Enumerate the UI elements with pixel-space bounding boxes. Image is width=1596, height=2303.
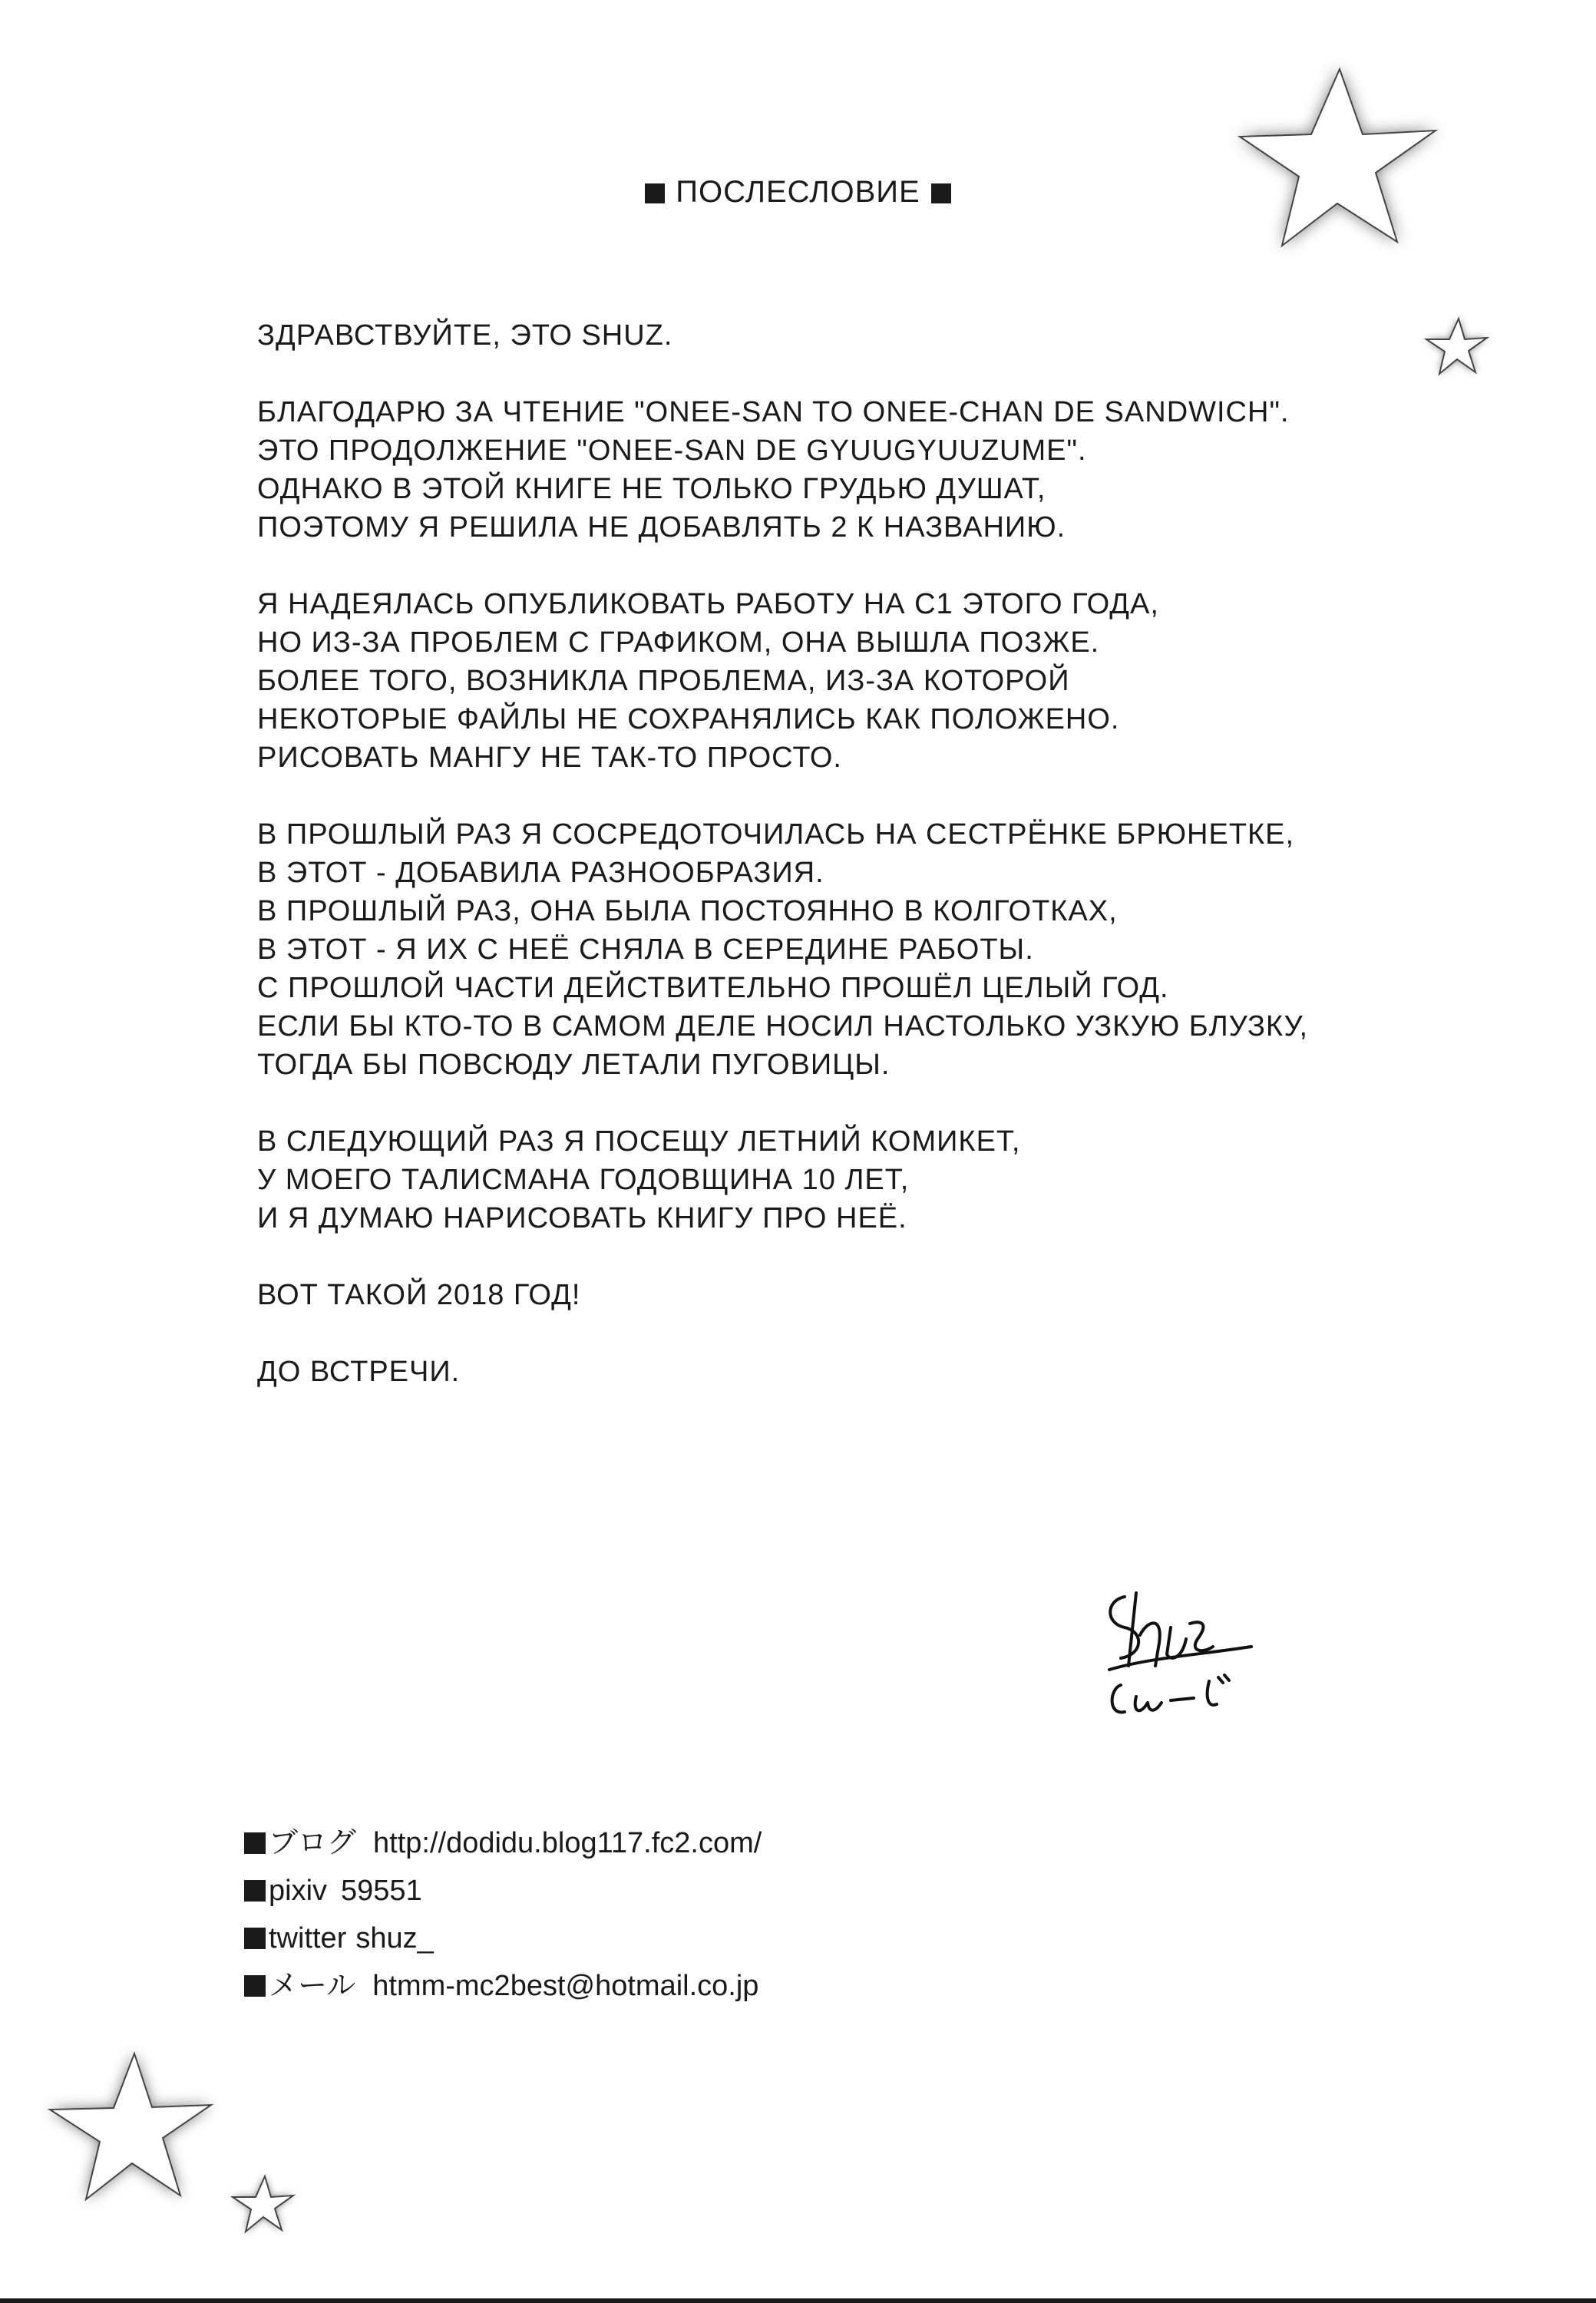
text-line: И Я ДУМАЮ НАРИСОВАТЬ КНИГУ ПРО НЕЁ. (257, 1202, 907, 1234)
paragraph-thanks (257, 393, 1501, 547)
text-line: Я НАДЕЯЛАСЬ ОПУБЛИКОВАТЬ РАБОТУ НА С1 ЭТОГО ГОДА, (257, 588, 1159, 620)
pixiv-id: 59551 (341, 1875, 422, 1907)
text-line: В ЭТОТ - Я ИХ С НЕЁ СНЯЛА В СЕРЕДИНЕ РАБОТЫ. (257, 933, 1034, 966)
paragraph-changes (257, 815, 1501, 1084)
contact-label: メール (269, 1970, 356, 2002)
contact-mail (244, 1962, 762, 2010)
square-bullet-icon (645, 183, 665, 203)
text-line: РИСОВАТЬ МАНГУ НЕ ТАК-ТО ПРОСТО. (257, 742, 842, 774)
text-line: НО ИЗ-ЗА ПРОБЛЕМ С ГРАФИКОМ, ОНА ВЫШЛА ПОЗЖЕ. (257, 626, 1100, 659)
afterword-body (257, 316, 1501, 1429)
square-bullet-icon (244, 1880, 266, 1902)
paragraph-next (257, 1122, 1501, 1237)
text-line: НЕКОТОРЫЕ ФАЙЛЫ НЕ СОХРАНЯЛИСЬ КАК ПОЛОЖЕНО. (257, 703, 1120, 735)
text-line: ОДНАКО В ЭТОЙ КНИГЕ НЕ ТОЛЬКО ГРУДЬЮ ДУШАТ, (257, 473, 1046, 505)
paragraph-schedule (257, 585, 1501, 777)
square-bullet-icon (931, 183, 951, 203)
text-line: БЛАГОДАРЮ ЗА ЧТЕНИЕ "ONEE-SAN TO ONEE-CHAN DE SANDWICH". (257, 396, 1290, 428)
title-text: ПОСЛЕСЛОВИЕ (676, 175, 920, 209)
blog-link[interactable]: http://dodidu.blog117.fc2.com/ (373, 1827, 762, 1859)
large-star-bottom-left-icon (15, 2034, 246, 2242)
contact-label: twitter (269, 1922, 347, 1954)
text-line: В ЭТОТ - ДОБАВИЛА РАЗНООБРАЗИЯ. (257, 857, 824, 889)
text-line: В ПРОШЛЫЙ РАЗ, ОНА БЫЛА ПОСТОЯННО В КОЛГОТКАХ, (257, 895, 1118, 927)
contact-twitter (244, 1915, 762, 1962)
square-bullet-icon (244, 1975, 266, 1997)
text-line: ВОТ ТАКОЙ 2018 ГОД! (257, 1279, 581, 1311)
page-bottom-edge (0, 2298, 1596, 2303)
contact-label: pixiv (269, 1875, 328, 1907)
text-line: В СЛЕДУЮЩИЙ РАЗ Я ПОСЕЩУ ЛЕТНИЙ КОМИКЕТ, (257, 1125, 1021, 1158)
small-star-bottom-left-icon (215, 2165, 307, 2249)
email-address: htmm-mc2best@hotmail.co.jp (372, 1970, 759, 2002)
text-line: ЗДРАВСТВУЙТЕ, ЭТО SHUZ. (257, 319, 673, 352)
text-line: С ПРОШЛОЙ ЧАСТИ ДЕЙСТВИТЕЛЬНО ПРОШЁЛ ЦЕЛЫЙ ГОД. (257, 972, 1169, 1004)
text-line: ТОГДА БЫ ПОВСЮДУ ЛЕТАЛИ ПУГОВИЦЫ. (257, 1049, 891, 1081)
contact-blog (244, 1819, 762, 1867)
square-bullet-icon (244, 1928, 266, 1949)
contact-list (244, 1819, 762, 2010)
large-star-top-right-icon (1167, 46, 1474, 299)
contact-pixiv (244, 1867, 762, 1915)
text-line: У МОЕГО ТАЛИСМАНА ГОДОВЩИНА 10 ЛЕТ, (257, 1164, 910, 1196)
page-title (0, 175, 1596, 210)
square-bullet-icon (244, 1832, 266, 1854)
paragraph-greeting (257, 316, 1501, 355)
text-line: ЕСЛИ БЫ КТО-ТО В САМОМ ДЕЛЕ НОСИЛ НАСТОЛЬКО УЗКУЮ БЛУЗКУ, (257, 1010, 1309, 1042)
text-line: ПОЭТОМУ Я РЕШИЛА НЕ ДОБАВЛЯТЬ 2 К НАЗВАНИЮ. (257, 511, 1066, 544)
paragraph-year (257, 1276, 1501, 1314)
text-line: БОЛЕЕ ТОГО, ВОЗНИКЛА ПРОБЛЕМА, ИЗ-ЗА КОТОРОЙ (257, 665, 1070, 697)
paragraph-farewell (257, 1353, 1501, 1391)
text-line: В ПРОШЛЫЙ РАЗ Я СОСРЕДОТОЧИЛАСЬ НА СЕСТРЁНКЕ БРЮНЕТКЕ, (257, 818, 1295, 851)
text-line: ЭТО ПРОДОЛЖЕНИЕ "ONEE-SAN DE GYUUGYUUZUME". (257, 434, 1087, 467)
contact-label: ブログ (269, 1827, 357, 1859)
text-line: ДО ВСТРЕЧИ. (257, 1356, 461, 1388)
twitter-handle: shuz_ (355, 1922, 434, 1954)
signature-image (1094, 1581, 1263, 1735)
